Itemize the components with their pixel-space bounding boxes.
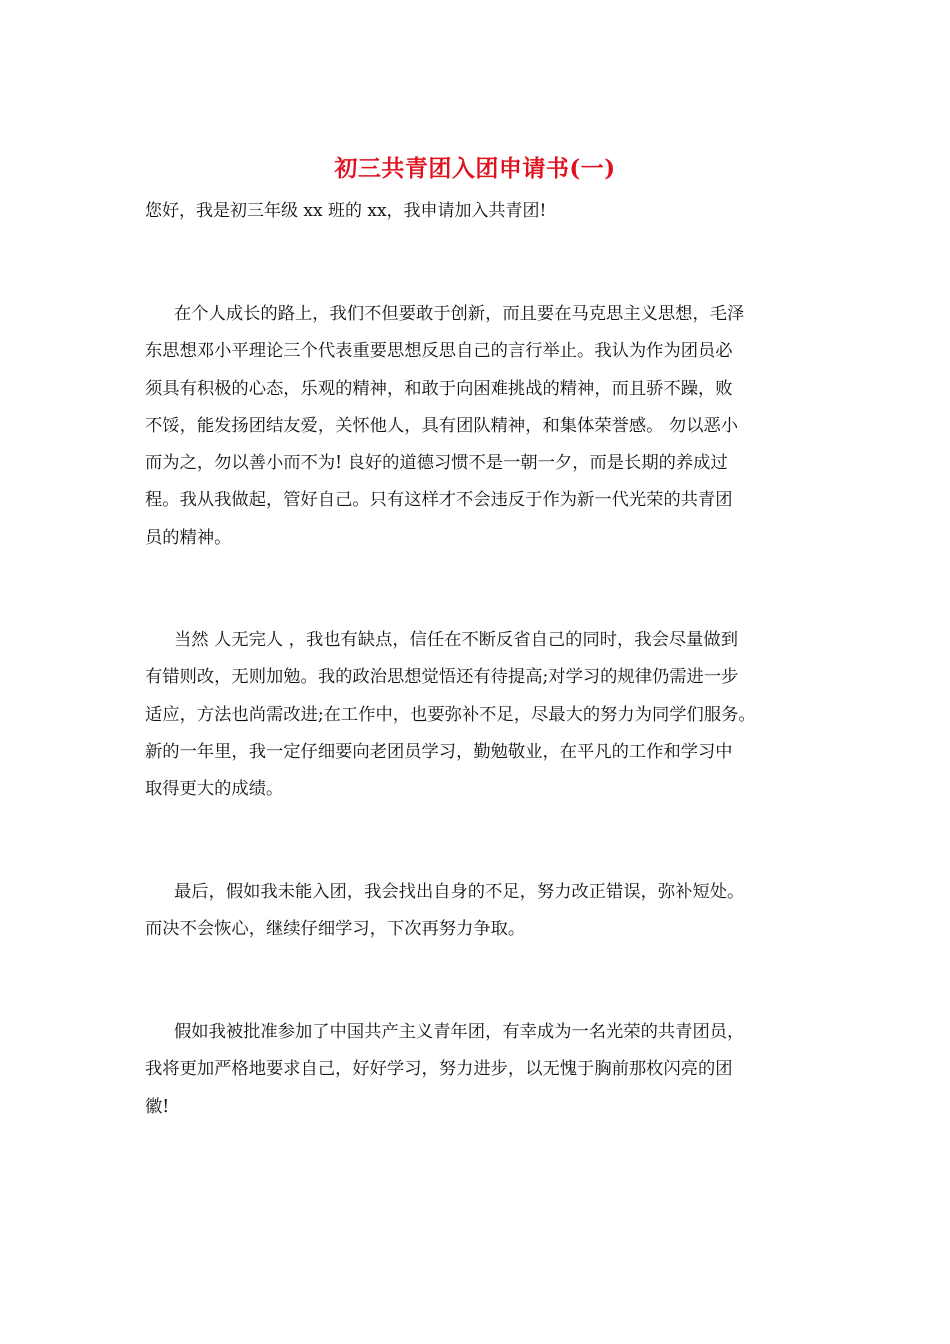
- paragraph-line: 在个人成长的路上，我们不但要敢于创新，而且要在马克思主义思想，毛泽: [174, 304, 745, 324]
- paragraph-line: 有错则改，无则加勉。我的政治思想觉悟还有待提高;对学习的规律仍需进一步: [145, 667, 739, 688]
- paragraph-line: 最后，假如我未能入团，我会找出自身的不足，努力改正错误，弥补短处。: [174, 882, 745, 902]
- paragraph-line: 不馁，能发扬团结友爱，关怀他人，具有团队精神，和集体荣誉感。 勿以恶小: [145, 415, 739, 436]
- paragraph-line: 新的一年里，我一定仔细要向老团员学习，勤勉敬业，在平凡的工作和学习中: [145, 741, 733, 762]
- paragraph-line: 而决不会恢心，继续仔细学习，下次再努力争取。: [145, 919, 526, 940]
- paragraph-line: 徽!: [145, 1096, 170, 1117]
- paragraph-line: 当然 人无完人 ，我也有缺点，信任在不断反省自己的同时，我会尽量做到: [174, 630, 738, 650]
- paragraph-1: [145, 296, 835, 557]
- paragraph-line: 假如我被批准参加了中国共产主义青年团，有幸成为一名光荣的共青团员，: [174, 1022, 745, 1042]
- paragraph-line: 员的精神。: [145, 527, 232, 548]
- paragraph-line: 而为之，勿以善小而不为! 良好的道德习惯不是一朝一夕，而是长期的养成过: [145, 453, 728, 474]
- paragraph-2: [145, 622, 835, 808]
- greeting-line: 您好，我是初三年级 xx 班的 xx，我申请加入共青团!: [145, 201, 547, 221]
- document-title: 初三共青团入团申请书(一): [334, 155, 616, 182]
- paragraph-line: 须具有积极的心态，乐观的精神，和敢于向困难挑战的精神，而且骄不躁，败: [145, 378, 733, 399]
- paragraph-3: [145, 874, 835, 949]
- paragraph-line: 程。我从我做起，管好自己。只有这样才不会违反于作为新一代光荣的共青团: [145, 490, 733, 511]
- paragraph-line: 适应，方法也尚需改进;在工作中，也要弥补不足，尽最大的努力为同学们服务。: [145, 704, 756, 725]
- paragraph-line: 东思想邓小平理论三个代表重要思想反思自己的言行举止。我认为作为团员必: [145, 341, 733, 362]
- paragraph-4: [145, 1014, 835, 1126]
- paragraph-line: 取得更大的成绩。: [145, 779, 284, 800]
- paragraph-line: 我将更加严格地要求自己，好好学习，努力进步，以无愧于胸前那枚闪亮的团: [145, 1059, 733, 1080]
